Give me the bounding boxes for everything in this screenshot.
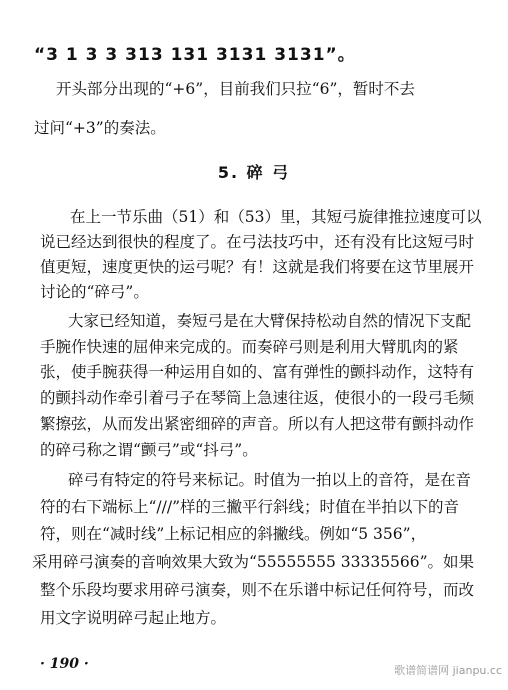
text-line-17: 整个乐段均要求用碎弓演奏，则不在乐谱中标记任何符号，而改 <box>40 581 475 599</box>
text-line-10: 的颤抖动作牵引着弓子在琴筒上急速往返，使很小的一段弓毛频 <box>40 389 475 407</box>
text-line-3: 在上一节乐曲（51）和（53）里，其短弓旋律推拉速度可以 <box>70 208 482 226</box>
text-line-1: 开头部分出现的“+6”，目前我们只拉“6”，暂时不去 <box>56 80 415 98</box>
text-line-16: 采用碎弓演奏的音响效果大致为“55555555 33335566”。如果 <box>32 553 475 571</box>
text-line-2: 过问“+3”的奏法。 <box>34 119 166 137</box>
text-line-6: 讨论的“碎弓”。 <box>40 283 149 301</box>
text-line-12: 的碎弓称之谓“颤弓”或“抖弓”。 <box>40 441 258 459</box>
page-number: · 190 · <box>40 656 89 672</box>
music-notation-line: “3 1 3 3 313 131 3131 3131”。 <box>34 45 356 65</box>
text-line-18: 用文字说明碎弓起止地方。 <box>40 609 227 627</box>
text-line-8: 手腕作快速的屈伸来完成的。而奏碎弓则是利用大臂肌肉的紧 <box>40 338 459 356</box>
text-line-13: 碎弓有特定的符号来标记。时值为一拍以上的音符，是在音 <box>68 471 472 489</box>
text-line-9: 张，使手腕获得一种运用自如的、富有弹性的颤抖动作，这特有 <box>40 363 475 381</box>
text-line-5: 值更短，速度更快的运弓呢？有！这就是我们将要在这节里展开 <box>40 258 475 276</box>
text-line-14: 符的右下端标上“///”样的三撇平行斜线；时值在半拍以下的音 <box>40 498 460 516</box>
text-line-7: 大家已经知道，奏短弓是在大臂保持松动自然的情况下支配 <box>68 312 472 330</box>
text-line-4: 说已经达到很快的程度了。在弓法技巧中，还有没有比这短弓时 <box>40 233 475 251</box>
text-line-11: 繁擦弦，从而发出紧密细碎的声音。所以有人把这带有颤抖动作 <box>40 415 475 433</box>
text-line-15: 符，则在“减时线”上标记相应的斜撇线。例如“5 356”， <box>40 525 427 543</box>
watermark: 歌谱简谱网 jianpu.cc <box>394 664 502 677</box>
section-heading: 5. 碎 弓 <box>217 163 291 182</box>
